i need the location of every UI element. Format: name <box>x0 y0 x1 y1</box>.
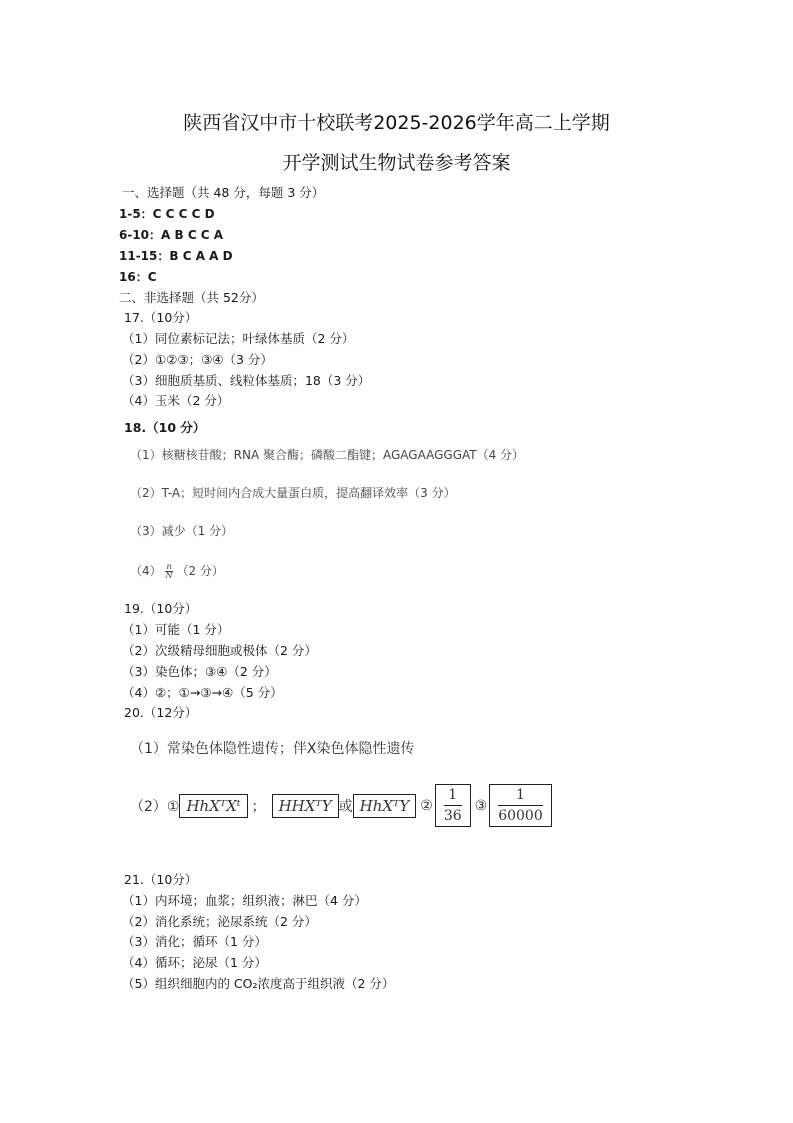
q20-a2-prefix: （2）① <box>130 798 180 815</box>
q21-answer: （4）循环；泌尿（1 分） <box>122 955 267 970</box>
part1-heading: 一、选择题（共 48 分，每题 3 分） <box>122 185 325 200</box>
q21-answer: （3）消化；循环（1 分） <box>122 934 267 949</box>
q17-answer: （2）①②③；③④（3 分） <box>122 352 273 367</box>
circled-3: ③ <box>474 797 488 814</box>
q18-answer: （1）核糖核苷酸；RNA 聚合酶；磷酸二酯键；AGAGAAGGGAT（4 分） <box>130 448 525 462</box>
genotype-box: HHXᵀY <box>272 794 339 818</box>
q21-heading: 21.（10分） <box>124 872 198 887</box>
q19-answer: （2）次级精母细胞或极体（2 分） <box>122 643 317 658</box>
fraction-numerator: n <box>166 562 172 571</box>
or-text: 或 <box>338 798 353 815</box>
genotype-box: HhXᵀY <box>353 794 417 818</box>
q19-answer: （1）可能（1 分） <box>122 622 230 637</box>
choice-row: 11-15：B C A A D <box>119 249 233 263</box>
q20-answer-2 <box>130 784 552 827</box>
fraction-box <box>489 784 552 827</box>
q18-a4-suffix: （2 分） <box>176 564 224 578</box>
part2-heading: 二、非选择题（共 52分） <box>119 290 264 305</box>
separator: ； <box>251 798 266 815</box>
page-title-line1: 陕西省汉中市十校联考2025-2026学年高二上学期 <box>183 112 610 134</box>
q19-answer: （3）染色体；③④（2 分） <box>122 664 277 679</box>
q21-answer: （1）内环境；血浆；组织液；淋巴（4 分） <box>122 893 367 908</box>
q18-heading: 18.（10 分） <box>124 420 206 435</box>
q21-answer: （5）组织细胞内的 CO₂浓度高于组织液（2 分） <box>122 976 395 991</box>
q17-answer: （1）同位素标记法；叶绿体基质（2 分） <box>122 331 355 346</box>
q18-answer-4 <box>130 562 224 580</box>
fraction-numerator: 1 <box>498 787 543 806</box>
q19-heading: 19.（10分） <box>124 601 198 616</box>
q20-answer-1: （1）常染色体隐性遗传；伴X染色体隐性遗传 <box>130 741 415 757</box>
page-title-line2: 开学测试生物试卷参考答案 <box>282 152 511 174</box>
q17-answer: （4）玉米（2 分） <box>122 393 230 408</box>
q18-answer: （2）T-A；短时间内合成大量蛋白质，提高翻译效率（3 分） <box>130 486 456 500</box>
choice-row: 1-5：C C C C D <box>119 207 215 221</box>
genotype-box: HhXᵀXᵗ <box>179 794 247 818</box>
fraction-denominator: N <box>165 571 173 580</box>
q21-answer: （2）消化系统；泌尿系统（2 分） <box>122 914 317 929</box>
q18-a4-prefix: （4） <box>130 564 162 578</box>
fraction-denominator: 60000 <box>498 808 543 824</box>
fraction-box <box>435 784 471 827</box>
fraction-denominator: 36 <box>443 808 462 824</box>
choice-row: 6-10：A B C C A <box>119 228 224 242</box>
q18-answer: （3）减少（1 分） <box>130 524 234 538</box>
circled-2: ② <box>420 797 433 814</box>
n-over-N-fraction <box>165 563 172 580</box>
q17-answer: （3）细胞质基质、线粒体基质；18（3 分） <box>122 373 371 388</box>
choice-row: 16：C <box>119 270 157 284</box>
q19-answer: （4）②；①→③→④（5 分） <box>122 685 283 700</box>
q20-heading: 20.（12分） <box>124 705 198 720</box>
fraction-numerator: 1 <box>444 787 462 806</box>
q17-heading: 17.（10分） <box>124 310 198 325</box>
